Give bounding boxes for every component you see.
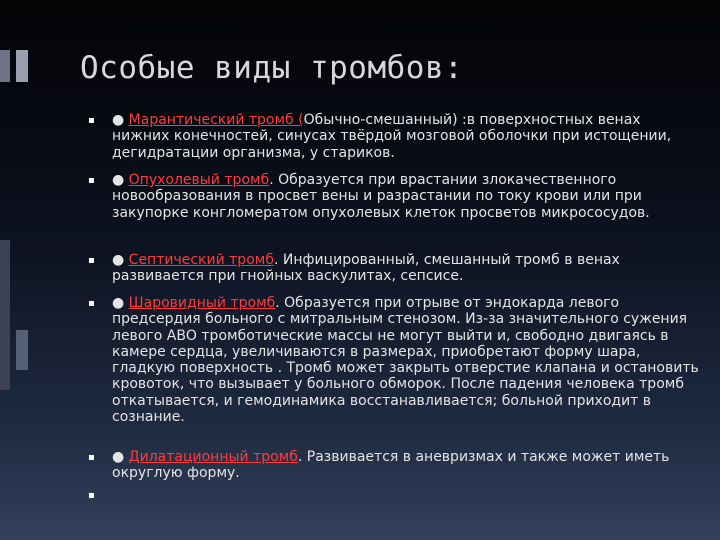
item-text: . Образуется при отрыве от эндокарда левого предсердия больного с митральным стенозом. Из-за значительного сужения левого АВО тромботические массы не могут выйти и, свободно двигаясь в камере сердца, увеличиваются в размерах, приобретают форму шара, гладкую поверхность . Тромб может закрыть отверстие клапана и остановить кровоток, что вызывает у больного обморок. После падения человека тромб откатывается, и гемодинамика восстанавливается; больной приходит в сознание. <box>112 295 699 426</box>
list-bullet: ▪ <box>88 255 95 266</box>
list-bullet: ▪ <box>88 175 95 186</box>
item-text: . Образуется при врастании злокачественного новообразования в просвет вены и разрастании по току крови или при закупорке конгломератом опухолевых клеток просветов микрососудов. <box>112 172 650 221</box>
item-text: . Развивается в аневризмах и также может иметь округлую форму. <box>112 449 670 482</box>
list-bullet: ▪ <box>88 452 95 463</box>
item-term: Шаровидный тромб <box>128 295 276 311</box>
list-bullet: ▪ <box>88 298 95 309</box>
list-item-marantic <box>112 112 702 161</box>
item-marker: ● <box>112 295 129 311</box>
item-term: Дилатационный тромб <box>128 449 298 465</box>
list-item-spherical <box>112 295 702 425</box>
item-term: Опухолевый тромб <box>128 172 270 188</box>
item-paren: ( <box>293 112 304 128</box>
slide-title: Особые виды тромбов: <box>80 50 464 86</box>
list-bullet: ▪ <box>88 115 95 126</box>
item-term: Септический тромб <box>128 252 274 268</box>
list-item-septic <box>112 252 702 285</box>
item-marker: ● <box>112 252 129 268</box>
item-text: Обычно-смешанный) :в поверхностных венах нижних конечностей, синусах твёрдой мозговой оболочки при истощении, дегидратации организма, у стариков. <box>112 112 672 161</box>
list-item-tumor <box>112 172 702 221</box>
list-bullet-empty: ▪ <box>88 490 95 501</box>
item-marker: ● <box>112 172 129 188</box>
item-marker: ● <box>112 112 129 128</box>
list-item-dilatation <box>112 449 702 482</box>
item-term: Марантический тромб <box>128 112 294 128</box>
item-text: . Инфицированный, смешанный тромб в венах развивается при гнойных васкулитах, сепсисе. <box>112 252 620 285</box>
item-marker: ● <box>112 449 129 465</box>
